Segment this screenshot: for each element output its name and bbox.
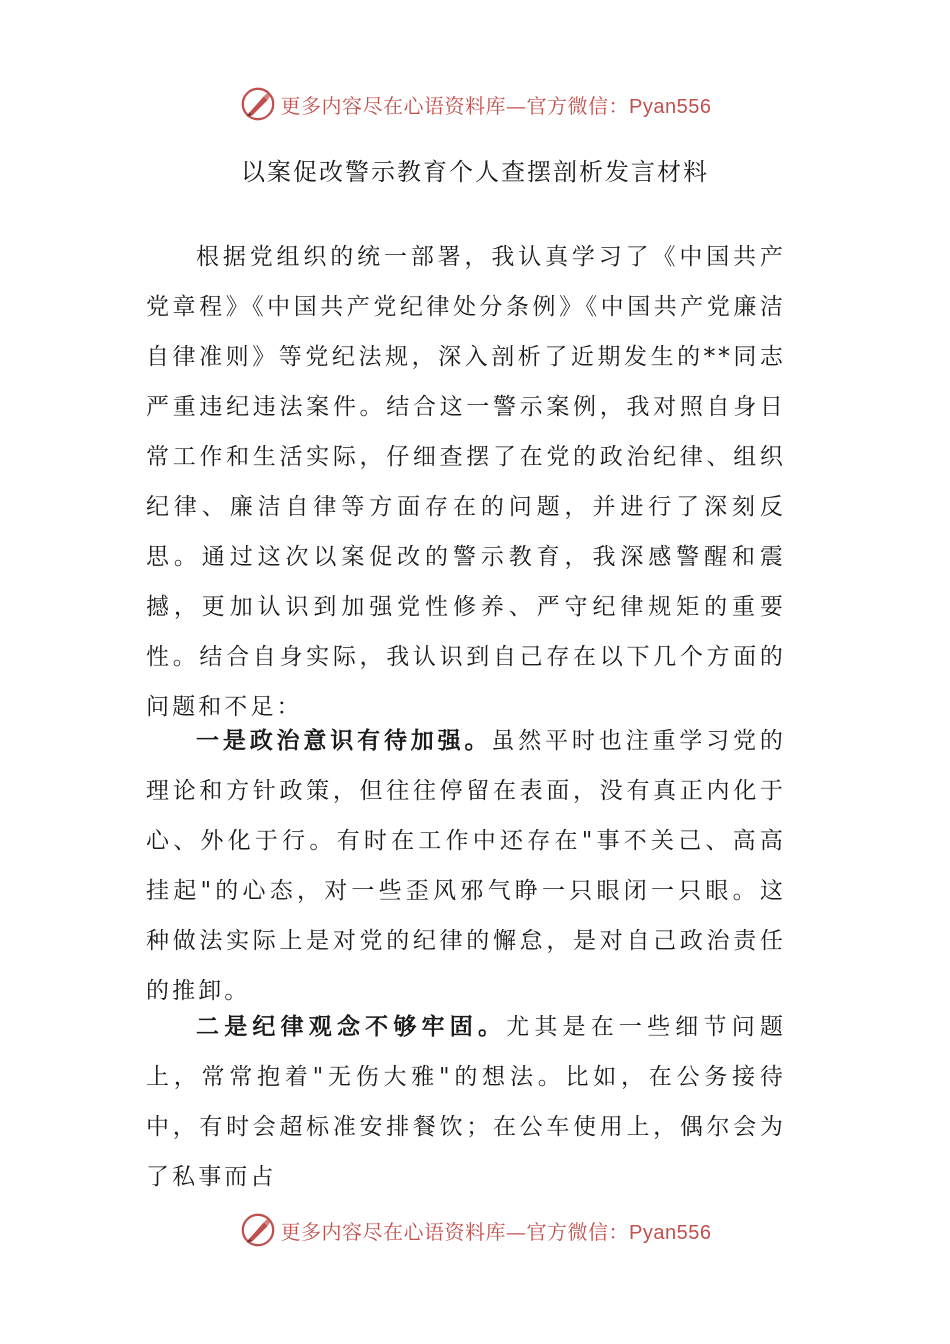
intro-paragraph — [146, 232, 786, 732]
paragraph-body: 虽然平时也注重学习党的理论和方针政策，但往往停留在表面，没有真正内化于心、外化于行。有时在工作中还存在"事不关己、高高挂起"的心态，对一些歪风邪气睁一只眼闭一只眼。这种做法实际上是对党的纪律的懈怠，是对自己政治责任的推卸。 — [146, 728, 786, 1004]
wechat-id: Pyan556 — [629, 1221, 712, 1244]
pen-nib-logo-icon — [239, 85, 277, 123]
footer-watermark-banner — [0, 1208, 950, 1252]
wechat-id: Pyan556 — [629, 95, 712, 118]
pen-nib-logo-icon — [239, 1211, 277, 1249]
issue-paragraph-political-awareness — [146, 716, 786, 1016]
paragraph-body: 尤其是在一些细节问题上，常常抱着"无伤大雅"的想法。比如，在公务接待中，有时会超标准安排餐饮；在公车使用上，偶尔会为了私事而占 — [146, 1014, 786, 1190]
header-watermark-banner — [0, 82, 950, 126]
paragraph-lead: 二是纪律观念不够牢固。 — [196, 1013, 507, 1040]
document-title: 以案促改警示教育个人查摆剖析发言材料 — [241, 158, 709, 186]
watermark-text: 更多内容尽在心语资料库—官方微信：Pyan556 — [280, 93, 712, 118]
issue-paragraph-discipline — [146, 1002, 786, 1202]
paragraph-body: 根据党组织的统一部署，我认真学习了《中国共产党章程》《中国共产党纪律处分条例》《中国共产党廉洁自律准则》等党纪法规，深入剖析了近期发生的**同志严重违纪违法案件。结合这一警示案例，我对照自身日常工作和生活实际，仔细查摆了在党的政治纪律、组织纪律、廉洁自律等方面存在的问题，并进行了深刻反思。通过这次以案促改的警示教育，我深感警醒和震撼，更加认识到加强党性修养、严守纪律规矩的重要性。结合自身实际，我认识到自己存在以下几个方面的问题和不足： — [146, 244, 786, 720]
paragraph-lead: 一是政治意识有待加强。 — [196, 727, 492, 754]
watermark-text: 更多内容尽在心语资料库—官方微信：Pyan556 — [280, 1219, 712, 1244]
